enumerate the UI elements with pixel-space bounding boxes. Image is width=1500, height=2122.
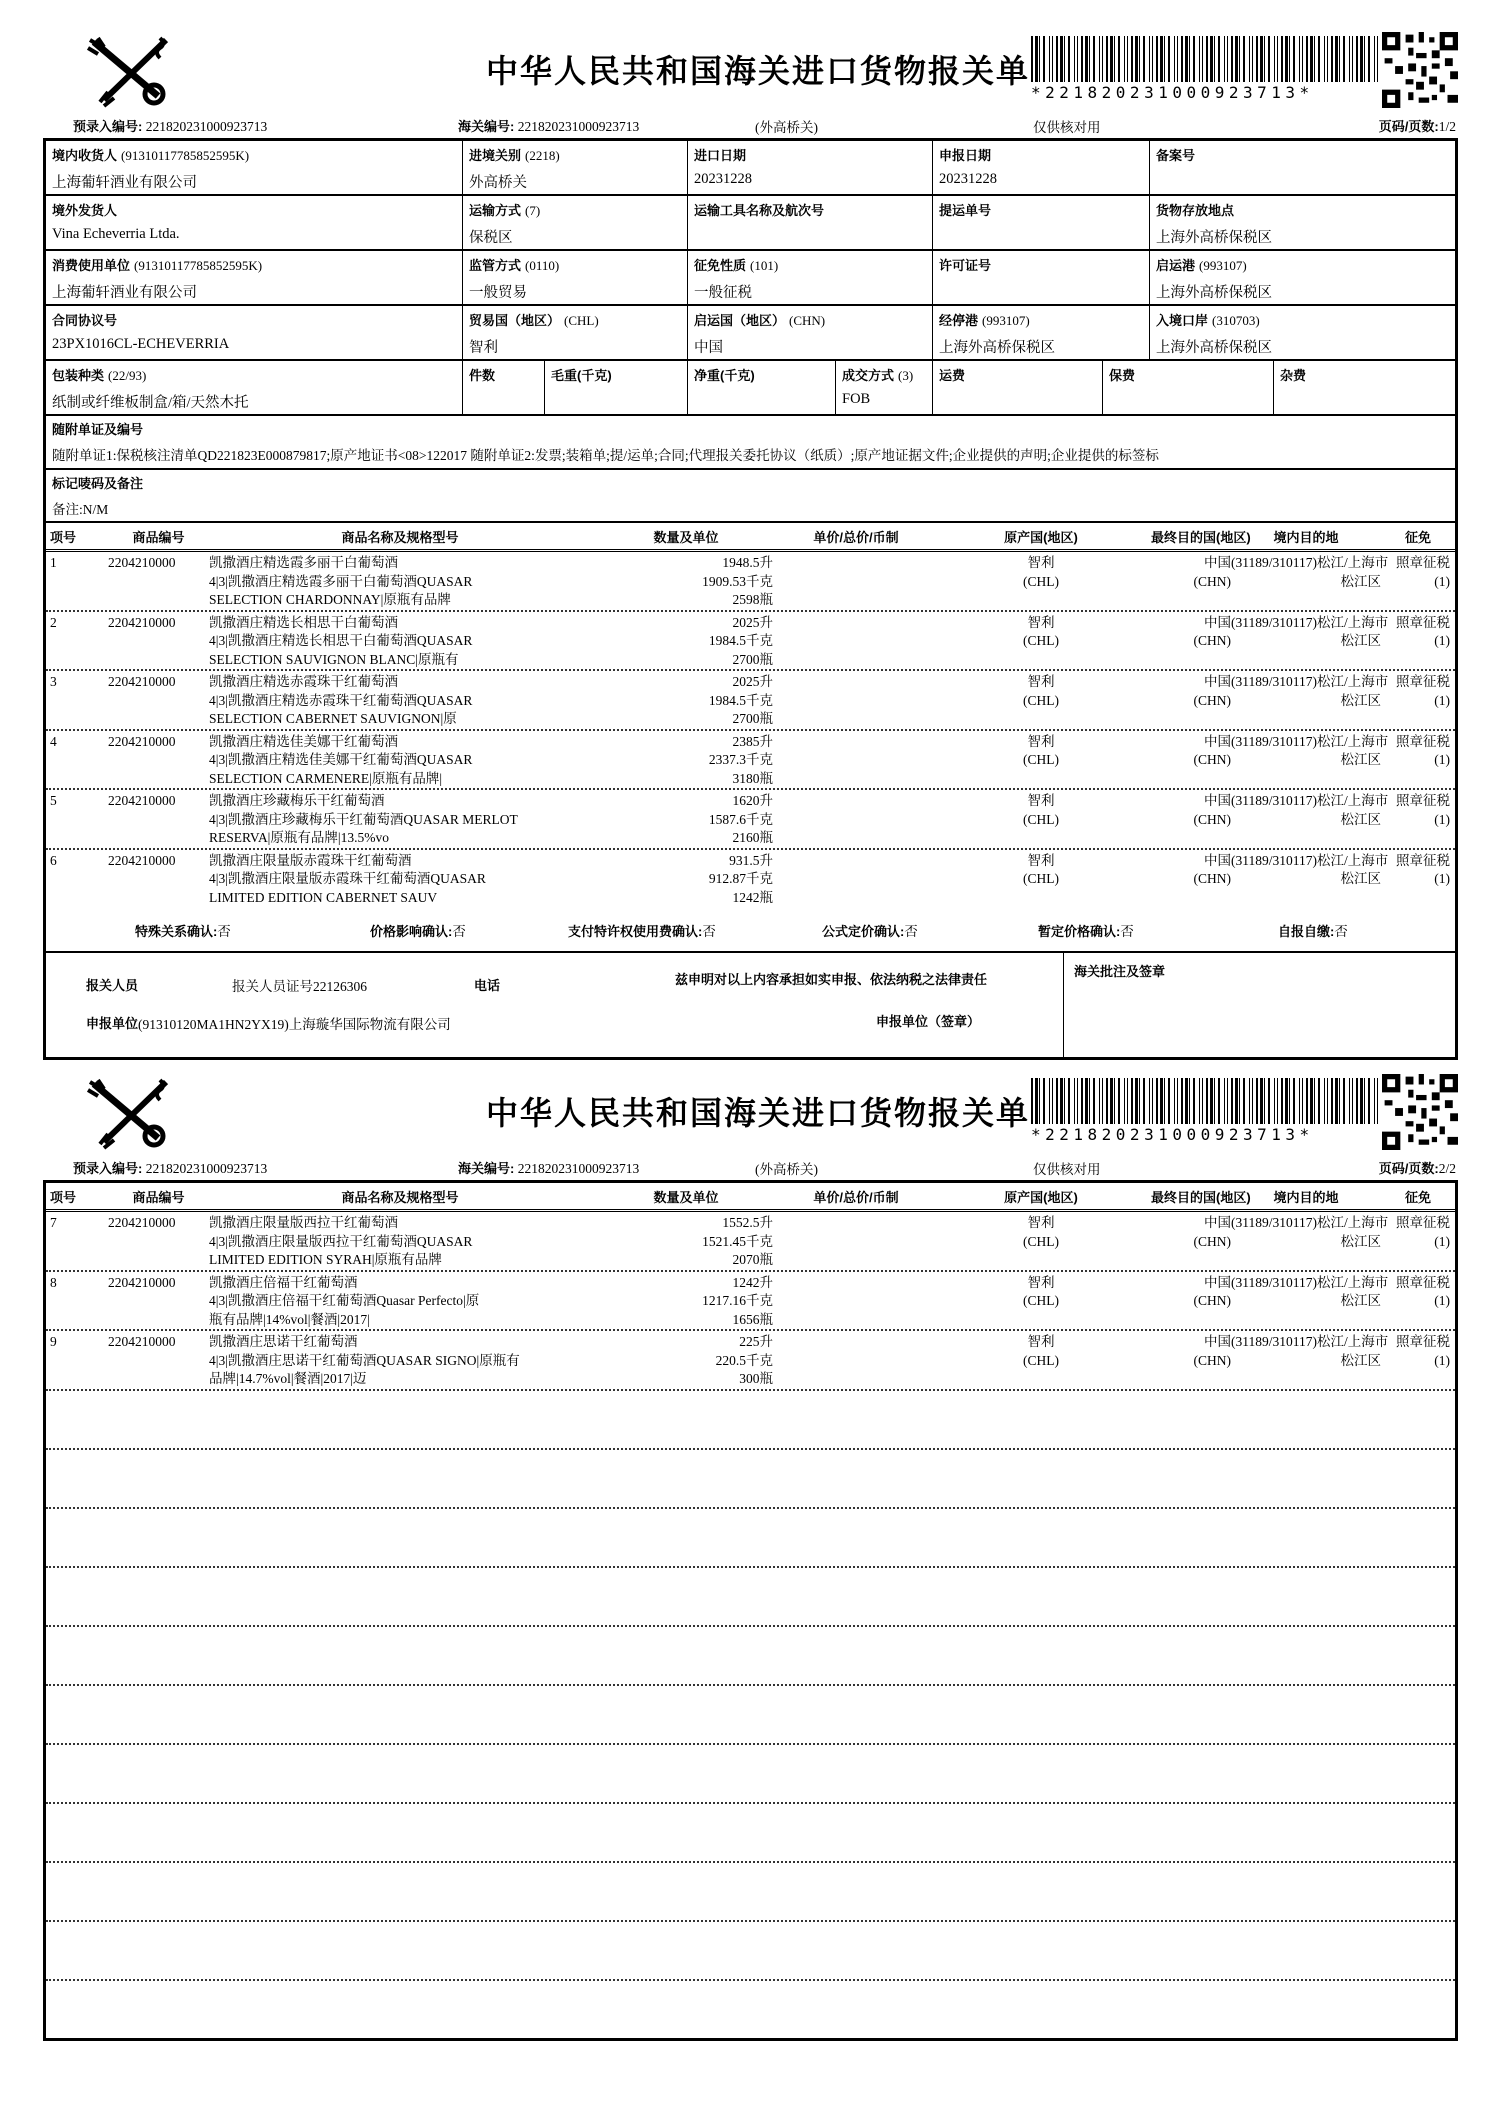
goods-rows-page2 — [46, 1212, 1455, 1389]
field-departure-port: 启运港 (993107) 上海外高桥保税区 — [1156, 258, 1272, 301]
goods-domestic-destination: (31189/310117)松江/上海市 松江区 — [1231, 1274, 1389, 1308]
goods-domestic-destination: (31189/310117)松江/上海市 松江区 — [1231, 614, 1389, 648]
empty-goods-row — [46, 1566, 1455, 1625]
field-trade-country: 贸易国（地区） (CHL) 智利 — [463, 306, 688, 359]
goods-domestic-destination: (31189/310117)松江/上海市 松江区 — [1231, 793, 1389, 827]
field-contract-no: 合同协议号 23PX1016CL-ECHEVERRIA — [46, 306, 463, 359]
goods-name-spec: 凯撒酒庄思诺干红葡萄酒 4|3|凯撒酒庄思诺干红葡萄酒QUASAR SIGNO|原瓶有 品牌|14.7%vol|餐酒|2017|迈 — [209, 1334, 520, 1386]
goods-item-no: 1 — [50, 555, 57, 570]
field-import-date: 进口日期 20231228 — [688, 141, 933, 194]
goods-row — [46, 669, 1455, 729]
field-license-no: 许可证号 — [933, 251, 1150, 304]
goods-origin-country: 智利 (CHL) — [1023, 793, 1059, 827]
declare-unit-seal-label: 申报单位（签章） — [876, 1014, 981, 1029]
goods-name-spec: 凯撒酒庄限量版赤霞珠干红葡萄酒 4|3|凯撒酒庄限量版赤霞珠干红葡萄酒QUASAR LIMITED EDITION CABERNET SAUV — [209, 852, 486, 905]
goods-commodity-code: 2204210000 — [108, 614, 176, 630]
goods-price — [781, 614, 931, 670]
field-entry-customs: 进境关别 (2218) 外高桥关 — [463, 141, 688, 194]
goods-name-spec: 凯撒酒庄倍福干红葡萄酒 4|3|凯撒酒庄倍福干红葡萄酒Quasar Perfecto|原 瓶有品牌|14%vol|餐酒|2017| — [209, 1274, 480, 1327]
customs-house: (外高桥关) — [755, 1162, 818, 1177]
customs-number: 海关编号: 221820231000923713 — [458, 119, 640, 134]
field-departure-country: 启运国（地区） (CHN) 中国 — [688, 306, 933, 359]
goods-tax-exemption: 照章征税 (1) — [1396, 1215, 1450, 1249]
field-packing-type: 包装种类 (22/93) 纸制或纤维板制盒/箱/天然木托 — [46, 361, 463, 414]
goods-final-country: 中国 (CHN) — [1193, 1215, 1231, 1249]
goods-origin-country: 智利 (CHL) — [1023, 1215, 1059, 1249]
field-supervision-mode: 监管方式 (0110) 一般贸易 — [463, 251, 688, 304]
goods-rows-page1 — [46, 552, 1455, 907]
field-insurance: 保费 — [1103, 361, 1274, 414]
empty-goods-row — [46, 1448, 1455, 1507]
goods-price — [781, 792, 931, 848]
goods-final-country: 中国 (CHN) — [1193, 674, 1231, 708]
goods-final-country: 中国 (CHN) — [1193, 1274, 1231, 1308]
goods-commodity-code: 2204210000 — [108, 1215, 176, 1230]
goods-price — [781, 673, 931, 729]
goods-commodity-code: 2204210000 — [108, 852, 176, 868]
col-name-spec: 商品名称及规格型号 — [341, 1190, 459, 1205]
page2-header — [43, 1072, 1458, 1158]
goods-final-country: 中国 (CHN) — [1193, 852, 1231, 886]
col-origin-country: 原产国(地区) — [1004, 530, 1078, 545]
declaration-table-page1 — [43, 138, 1458, 1060]
col-item-no: 项号 — [50, 530, 77, 545]
goods-tax-exemption: 照章征税 (1) — [1396, 793, 1450, 827]
check-only-note: 仅供核对用 — [1033, 1162, 1101, 1177]
field-marks-remarks: 标记唛码及备注 备注:N/M — [46, 470, 1455, 523]
goods-qty-unit: 2025升 1984.5千克 2700瓶 — [708, 674, 773, 726]
goods-commodity-code: 2204210000 — [108, 555, 176, 570]
col-price-currency: 单价/总价/币制 — [813, 1190, 899, 1205]
empty-goods-rows — [46, 1389, 1455, 2038]
col-commodity-code: 商品编号 — [132, 530, 185, 545]
field-declare-date: 申报日期 20231228 — [933, 141, 1150, 194]
attached-documents-text: 随附单证1:保税核注清单QD221823E000879817;原产地证书<08>122017 随附单证2:发票;装箱单;提/运单;合同;代理报关委托协议（纸质）;原产地证据文件;企业提供的声明;企业提供的标签标 — [52, 448, 1159, 463]
goods-commodity-code: 2204210000 — [108, 674, 176, 689]
page1-header — [43, 30, 1458, 116]
goods-qty-unit: 1948.5升 1909.53千克 2598瓶 — [702, 555, 773, 607]
goods-qty-unit: 225升 220.5千克 300瓶 — [715, 1334, 773, 1386]
page1-info-line — [43, 116, 1458, 136]
customs-endorsement-label: 海关批注及签章 — [1074, 964, 1166, 979]
field-attached-documents: 随附单证及编号 随附单证1:保税核注清单QD221823E000879817;原产地证书<08>122017 随附单证2:发票;装箱单;提/运单;合同;代理报关委托协议（纸质）;原产地证据文件;企业提供的声明;企业提供的标签标 — [46, 416, 1455, 470]
goods-item-no: 2 — [50, 614, 57, 630]
goods-item-no: 6 — [50, 852, 57, 868]
goods-row — [46, 1329, 1455, 1389]
declaration-page-2 — [43, 1072, 1458, 2041]
confirm-formula-pricing: 公式定价确认:否 — [822, 924, 918, 939]
goods-row — [46, 1212, 1455, 1270]
customs-house: (外高桥关) — [755, 120, 818, 135]
goods-price — [781, 554, 931, 610]
goods-qty-unit: 1552.5升 1521.45千克 2070瓶 — [702, 1215, 773, 1267]
col-qty-unit: 数量及单位 — [653, 1190, 719, 1205]
goods-item-no: 9 — [50, 1334, 57, 1349]
form-row-consumer — [46, 251, 1455, 306]
goods-row — [46, 729, 1455, 789]
col-domestic-destination: 境内目的地 — [1273, 530, 1339, 545]
goods-origin-country: 智利 (CHL) — [1023, 733, 1059, 767]
field-net-weight: 净重(千克) — [688, 361, 836, 414]
field-freight: 运费 — [933, 361, 1103, 414]
goods-row — [46, 552, 1455, 610]
goods-price — [781, 1214, 931, 1270]
empty-goods-row — [46, 1684, 1455, 1743]
customs-emblem-icon — [73, 34, 185, 112]
goods-origin-country: 智利 (CHL) — [1023, 614, 1059, 648]
field-transport-mode: 运输方式 (7) 保税区 — [463, 196, 688, 249]
goods-commodity-code: 2204210000 — [108, 733, 176, 749]
goods-name-spec: 凯撒酒庄精选长相思干白葡萄酒 4|3|凯撒酒庄精选长相思干白葡萄酒QUASAR SELECTION SAUVIGNON BLANC|原瓶有 — [209, 614, 473, 667]
field-bill-no: 提运单号 — [933, 196, 1150, 249]
field-record-no: 备案号 — [1156, 148, 1196, 163]
goods-final-country: 中国 (CHN) — [1193, 614, 1231, 648]
goods-price — [781, 733, 931, 789]
confirmations-row — [46, 907, 1455, 953]
field-entry-point: 入境口岸 (310703) 上海外高桥保税区 — [1156, 313, 1272, 356]
goods-name-spec: 凯撒酒庄精选佳美娜干红葡萄酒 4|3|凯撒酒庄精选佳美娜干红葡萄酒QUASAR SELECTION CARMENERE|原瓶有品牌| — [209, 733, 473, 786]
page2-info-line — [43, 1158, 1458, 1178]
goods-row — [46, 610, 1455, 670]
empty-goods-row — [46, 1802, 1455, 1861]
goods-item-no: 4 — [50, 733, 57, 749]
barcode-bars-icon — [1031, 1078, 1378, 1124]
field-via-port: 经停港 (993107) 上海外高桥保税区 — [933, 306, 1150, 359]
field-consumer-unit: 消费使用单位 (91310117785852595K) 上海葡轩酒业有限公司 — [46, 251, 463, 304]
col-name-spec: 商品名称及规格型号 — [341, 530, 459, 545]
customs-emblem-icon — [73, 1076, 185, 1154]
goods-origin-country: 智利 (CHL) — [1023, 1274, 1059, 1308]
goods-tax-exemption: 照章征税 (1) — [1396, 1334, 1450, 1368]
goods-domestic-destination: (31189/310117)松江/上海市 松江区 — [1231, 1215, 1389, 1249]
field-pieces: 件数 — [463, 361, 545, 414]
goods-domestic-destination: (31189/310117)松江/上海市 松江区 — [1231, 674, 1389, 708]
barcode — [1031, 36, 1378, 102]
page-number: 页码/页数:2/2 — [1378, 1161, 1456, 1176]
goods-price — [781, 1274, 931, 1330]
goods-tax-exemption: 照章征税 (1) — [1396, 614, 1450, 648]
empty-goods-row — [46, 1861, 1455, 1920]
empty-goods-row — [46, 1389, 1455, 1448]
goods-tax-exemption: 照章征税 (1) — [1396, 1274, 1450, 1308]
barcode — [1031, 1078, 1378, 1144]
empty-goods-row — [46, 1979, 1455, 2038]
goods-item-no: 8 — [50, 1274, 57, 1290]
goods-commodity-code: 2204210000 — [108, 793, 176, 808]
goods-origin-country: 智利 (CHL) — [1023, 852, 1059, 886]
goods-domestic-destination: (31189/310117)松江/上海市 松江区 — [1231, 733, 1389, 767]
field-trade-terms: 成交方式 (3) FOB — [836, 361, 933, 414]
phone-label: 电话 — [474, 978, 501, 993]
goods-name-spec: 凯撒酒庄精选赤霞珠干红葡萄酒 4|3|凯撒酒庄精选赤霞珠干红葡萄酒QUASAR SELECTION CABERNET SAUVIGNON|原 — [209, 674, 473, 726]
goods-name-spec: 凯撒酒庄珍藏梅乐干红葡萄酒 4|3|凯撒酒庄珍藏梅乐干红葡萄酒QUASAR MERLOT RESERVA|原瓶有品牌|13.5%vo — [209, 793, 518, 845]
goods-final-country: 中国 (CHN) — [1193, 793, 1231, 827]
field-overseas-shipper: 境外发货人 Vina Echeverria Ltda. — [46, 196, 463, 249]
goods-qty-unit: 2025升 1984.5千克 2700瓶 — [708, 614, 773, 667]
barcode-bars-icon — [1031, 36, 1378, 82]
page-title: 中华人民共和国海关进口货物报关单 — [485, 53, 1030, 89]
empty-goods-row — [46, 1920, 1455, 1979]
goods-item-no: 3 — [50, 674, 57, 689]
goods-table-header — [46, 1183, 1455, 1212]
goods-qty-unit: 931.5升 912.87千克 1242瓶 — [708, 852, 773, 905]
empty-goods-row — [46, 1743, 1455, 1802]
goods-tax-exemption: 照章征税 (1) — [1396, 674, 1450, 708]
barcode-text: *221820231000923713* — [1031, 83, 1314, 102]
goods-final-country: 中国 (CHN) — [1193, 555, 1231, 589]
col-commodity-code: 商品编号 — [132, 1190, 185, 1205]
declarant-area — [46, 953, 1063, 1057]
empty-goods-row — [46, 1507, 1455, 1566]
pre-entry-number: 预录入编号: 221820231000923713 — [73, 119, 268, 134]
field-gross-weight: 毛重(千克) — [545, 361, 688, 414]
goods-tax-exemption: 照章征税 (1) — [1396, 733, 1450, 767]
page-title: 中华人民共和国海关进口货物报关单 — [485, 1095, 1030, 1131]
declaration-page-1 — [43, 30, 1458, 1060]
col-qty-unit: 数量及单位 — [653, 530, 719, 545]
goods-qty-unit: 1620升 1587.6千克 2160瓶 — [708, 793, 773, 845]
col-item-no: 项号 — [50, 1190, 77, 1205]
goods-final-country: 中国 (CHN) — [1193, 733, 1231, 767]
goods-row — [46, 848, 1455, 908]
goods-commodity-code: 2204210000 — [108, 1274, 176, 1290]
col-final-country: 最终目的国(地区) — [1151, 1190, 1251, 1205]
customs-endorsement-area — [1063, 953, 1455, 1057]
goods-qty-unit: 1242升 1217.16千克 1656瓶 — [702, 1274, 773, 1327]
form-row-shipper — [46, 196, 1455, 251]
col-origin-country: 原产国(地区) — [1004, 1190, 1078, 1205]
confirm-special-relation: 特殊关系确认:否 — [135, 924, 231, 939]
col-tax-exemption: 征免 — [1404, 1190, 1431, 1205]
declarant-cert-no: 报关人员证号22126306 — [232, 979, 367, 994]
qr-code-icon — [1382, 1074, 1458, 1150]
form-row-contract — [46, 306, 1455, 361]
page-number: 页码/页数:1/2 — [1378, 119, 1456, 134]
declaration-statement: 兹申明对以上内容承担如实申报、依法纳税之法律责任 — [674, 972, 987, 987]
goods-domestic-destination: (31189/310117)松江/上海市 松江区 — [1231, 852, 1389, 886]
field-misc-fees: 杂费 — [1280, 368, 1307, 383]
goods-name-spec: 凯撒酒庄精选霞多丽干白葡萄酒 4|3|凯撒酒庄精选霞多丽干白葡萄酒QUASAR SELECTION CHARDONNAY|原瓶有品牌 — [209, 555, 473, 607]
goods-qty-unit: 2385升 2337.3千克 3180瓶 — [708, 733, 773, 786]
declare-unit: 申报单位 (91310120MA1HN2YX19)上海璇华国际物流有限公司 — [86, 1016, 451, 1032]
qr-code-icon — [1382, 32, 1458, 108]
customs-number: 海关编号: 221820231000923713 — [458, 1161, 640, 1176]
confirm-price-influence: 价格影响确认:否 — [370, 924, 466, 939]
goods-table-header — [46, 523, 1455, 552]
declarant-label: 报关人员 — [86, 978, 139, 993]
marks-remarks-text: 备注:N/M — [52, 502, 109, 517]
declaration-table-page2 — [43, 1180, 1458, 2041]
goods-origin-country: 智利 (CHL) — [1023, 674, 1059, 708]
field-storage-place: 货物存放地点 上海外高桥保税区 — [1156, 203, 1272, 246]
field-transport-tool: 运输工具名称及航次号 — [688, 196, 933, 249]
pre-entry-number: 预录入编号: 221820231000923713 — [73, 1161, 268, 1176]
col-price-currency: 单价/总价/币制 — [813, 530, 899, 545]
goods-row — [46, 788, 1455, 848]
confirm-provisional-price: 暂定价格确认:否 — [1038, 924, 1134, 939]
goods-tax-exemption: 照章征税 (1) — [1396, 555, 1450, 589]
goods-origin-country: 智利 (CHL) — [1023, 1334, 1059, 1368]
goods-price — [781, 852, 931, 908]
field-consignee: 境内收货人 (91310117785852595K) 上海葡轩酒业有限公司 — [46, 141, 463, 194]
col-domestic-destination: 境内目的地 — [1273, 1190, 1339, 1205]
form-row-consignee — [46, 141, 1455, 196]
goods-origin-country: 智利 (CHL) — [1023, 555, 1059, 589]
field-levy-nature: 征免性质 (101) 一般征税 — [688, 251, 933, 304]
col-final-country: 最终目的国(地区) — [1151, 530, 1251, 545]
empty-goods-row — [46, 1625, 1455, 1684]
check-only-note: 仅供核对用 — [1033, 120, 1101, 135]
goods-name-spec: 凯撒酒庄限量版西拉干红葡萄酒 4|3|凯撒酒庄限量版西拉干红葡萄酒QUASAR LIMITED EDITION SYRAH|原瓶有品牌 — [209, 1215, 473, 1267]
confirm-royalty-payment: 支付特许权使用费确认:否 — [568, 924, 716, 939]
goods-price — [781, 1333, 931, 1389]
confirm-self-declaration: 自报自缴:否 — [1278, 924, 1348, 939]
goods-tax-exemption: 照章征税 (1) — [1396, 852, 1450, 886]
goods-item-no: 5 — [50, 793, 57, 808]
barcode-text: *221820231000923713* — [1031, 1125, 1314, 1144]
goods-row — [46, 1270, 1455, 1330]
goods-item-no: 7 — [50, 1215, 57, 1230]
declaration-footer — [46, 953, 1455, 1057]
goods-domestic-destination: (31189/310117)松江/上海市 松江区 — [1231, 1334, 1389, 1368]
goods-final-country: 中国 (CHN) — [1193, 1334, 1231, 1368]
goods-domestic-destination: (31189/310117)松江/上海市 松江区 — [1231, 555, 1389, 589]
col-tax-exemption: 征免 — [1404, 530, 1431, 545]
goods-commodity-code: 2204210000 — [108, 1334, 176, 1349]
form-row-packing — [46, 361, 1455, 416]
